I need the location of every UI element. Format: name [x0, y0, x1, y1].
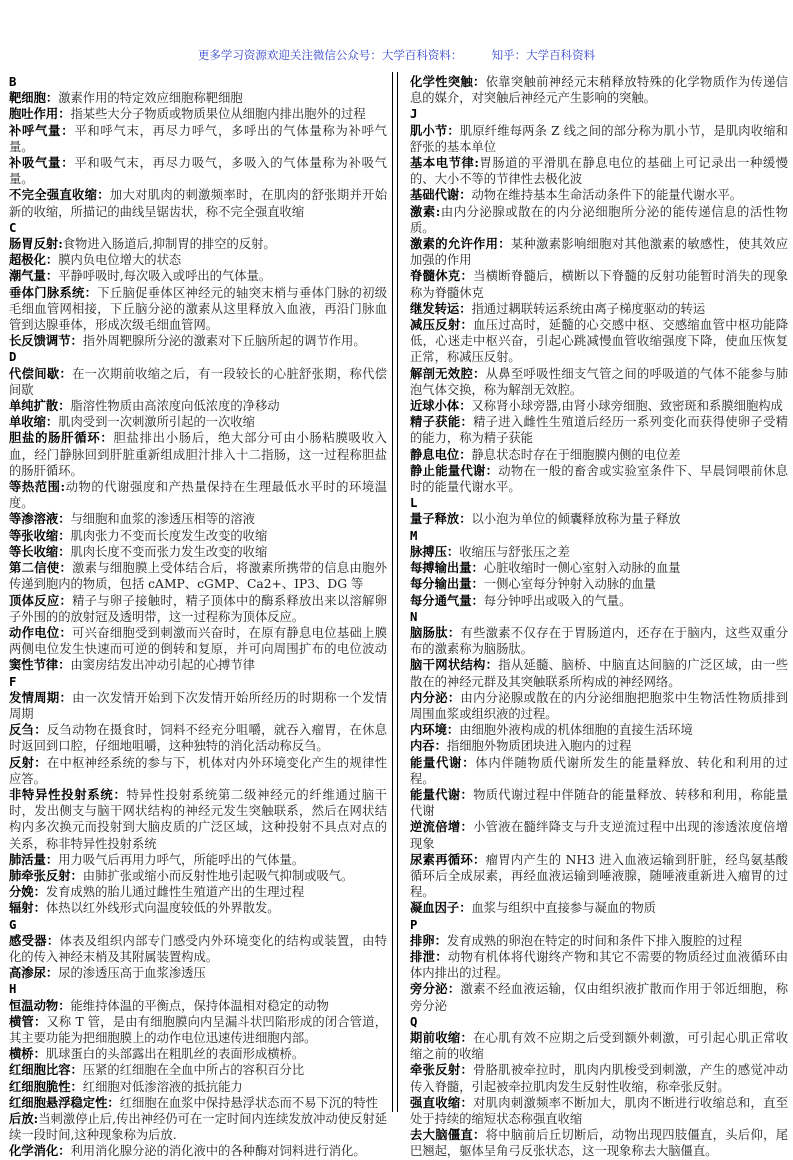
entry-term: 超极化：: [9, 252, 59, 268]
entry-definition: 加大对肌肉的刺激频率时，在肌肉的舒张期并开始新的收缩，所描记的曲线呈锯齿状，称不完全强直收缩: [9, 188, 387, 219]
column-divider: [392, 72, 393, 1112]
entry-term: 精子获能：: [410, 414, 474, 430]
glossary-entry: [9, 690, 387, 722]
glossary-entry: [410, 463, 788, 495]
entry-term: 横桥：: [9, 1046, 46, 1062]
entry-definition: 精子进入雌性生殖道后经历一系列变化而获得使卵子受精的能力，称为精子获能: [410, 415, 788, 446]
entry-term: 恒温动物：: [9, 997, 71, 1013]
entry-term: 等张收缩：: [9, 527, 71, 543]
page-header: 更多学习资源欢迎关注微信公众号：大学百科资料： 知乎：大学百科资料: [197, 48, 596, 62]
entry-definition: 激素与细胞膜上受体结合后，将激素所携带的信息由胞外传递到胞内的物质，包括 cAMP、cGMP、Ca2+、IP3、DG 等: [9, 561, 387, 592]
entry-term: 能量代谢：: [410, 754, 476, 770]
entry-definition: 体热以红外线形式向温度较低的外界散发。: [45, 901, 280, 916]
entry-term: 内吞：: [410, 738, 447, 754]
entry-term: 胞吐作用：: [9, 106, 71, 122]
entry-term: 凝血因子：: [410, 900, 472, 916]
section-letter: N: [410, 609, 418, 624]
entry-definition: 心脏收缩时一侧心室射入动脉的血量: [483, 561, 681, 576]
section-letter: F: [9, 674, 17, 689]
entry-definition: 可兴奋细胞受到刺激而兴奋时，在原有静息电位基础上膜两侧电位发生快速而可逆的倒转和复原，并可向周围扩布的电位波动: [9, 625, 387, 657]
entry-definition: 能维持体温的平衡点，保持体温相对稳定的动物: [70, 998, 329, 1013]
section-letter: C: [9, 220, 17, 235]
glossary-entry: [410, 787, 788, 819]
entry-definition: 由内分泌腺或散在的内分泌细胞把胞浆中生物活性物质排到周围血浆或组织液的过程。: [410, 690, 788, 721]
entry-definition: 动物的代谢强度和产热量保持在生理最低水平时的环境温度。: [9, 480, 387, 511]
entry-term: 肠胃反射:: [9, 236, 63, 252]
entry-term: 单收缩：: [9, 414, 59, 430]
entry-term: 分娩：: [9, 884, 46, 900]
entry-term: 解剖无效腔：: [410, 365, 486, 381]
entry-term: 减压反射：: [410, 317, 474, 333]
section-letter: J: [410, 107, 418, 122]
entry-term: 能量代谢：: [410, 786, 474, 802]
entry-definition: 当刺激停止后,传出神经仍可在一定时间内连续发放冲动使反射延续一段时间,这种现象称为后放.: [9, 1112, 387, 1143]
entry-definition: 物质代谢过程中伴随旮的能量释放、转移和利用，称能量代谢: [410, 787, 788, 819]
entry-definition: 激素作用的特定效应细胞称靶细胞: [58, 91, 243, 106]
glossary-entry: [410, 414, 788, 446]
entry-definition: 动物在维持基本生命活动条件下的能量代谢水平。: [471, 188, 743, 203]
glossary-entry: [9, 544, 387, 560]
glossary-entry: [9, 884, 387, 900]
entry-term: 肌小节：: [410, 122, 460, 138]
glossary-entry: [410, 1030, 788, 1062]
entry-definition: 肌原纤维每两条 Z 线之间的部分称为肌小节，是肌肉收缩和舒张的基本单位: [410, 123, 788, 154]
glossary-entry: [9, 1014, 387, 1046]
glossary-entry: [9, 268, 387, 284]
glossary-entry: [9, 528, 387, 544]
entry-definition: 某种激素影响细胞对其他激素的敏感性，使其效应加强的作用: [410, 237, 788, 268]
entry-definition: 瘤胃内产生的 NH3 进入血液运输到肝脏，经鸟氨基酸循环后全成尿素，再经血液运输到唾液腺，随唾液重新进入瘤胃的过程。: [410, 852, 788, 900]
entry-term: 反刍：: [9, 722, 47, 738]
glossary-entry: [410, 900, 788, 916]
glossary-entry: [410, 657, 788, 689]
entry-term: 牵张反射：: [410, 1062, 474, 1078]
glossary-entry: [410, 560, 788, 576]
entry-term: 静息电位：: [410, 446, 472, 462]
glossary-entry: [9, 155, 387, 187]
glossary-entry: [9, 900, 387, 916]
section-letter: M: [410, 528, 418, 543]
entry-term: 排卵：: [410, 932, 447, 948]
glossary-entry: [410, 366, 788, 398]
entry-definition: 红细胞在血浆中保持悬浮状态而不易下沉的特性: [119, 1095, 378, 1110]
entry-definition: 由一次发情开始到下次发情开始所经历的时期称一个发情周期: [9, 690, 387, 721]
section-letter: H: [9, 982, 17, 997]
glossary-entry: [410, 187, 788, 203]
glossary-entry: [9, 479, 387, 511]
entry-term: 每分通气量：: [410, 592, 484, 608]
glossary-entry: [9, 560, 387, 592]
entry-term: 补吸气量：: [9, 155, 75, 171]
entry-definition: 以小泡为单位的倾囊释放称为量子释放: [471, 512, 681, 527]
glossary-entry: [410, 722, 788, 738]
glossary-entry: [410, 1095, 788, 1127]
entry-term: 继发转运：: [410, 300, 472, 316]
entry-definition: 动物有机体将代谢终产物和其它不需要的物质经过血液循环由体内排出的过程。: [410, 949, 788, 981]
glossary-entry: [9, 593, 387, 625]
entry-definition: 压紧的红细胞在全血中所占的容积百分比: [82, 1063, 305, 1078]
entry-term: 高渗尿：: [9, 965, 59, 981]
entry-definition: 脂溶性物质由高浓度向低浓度的净移动: [70, 399, 280, 414]
entry-term: 辐射：: [9, 900, 46, 916]
entry-definition: 下丘脑促垂体区神经元的轴突末梢与垂体门脉的初级毛细血管网相接，下丘脑分泌的激素从这里释放入血液，再沿门脉血管到达腺垂体，形成次级毛细血管网。: [9, 285, 387, 333]
glossary-entry: [9, 852, 387, 868]
entry-definition: 又称 T 管，是由有细胞膜向内呈漏斗状凹陷形成的闭合管道，其主要功能为把细胞膜上的动作电位迅速传进细胞内部。: [9, 1014, 387, 1045]
entry-definition: 从鼻至呼吸性细支气管之间的呼吸道的气体不能参与肺泡气体交换，称为解剖无效腔。: [410, 366, 788, 397]
entry-definition: 发育成熟的胎儿通过雌性生殖道产出的生理过程: [45, 885, 305, 900]
entry-term: 脑干网状结构：: [410, 657, 499, 673]
entry-definition: 肌球蛋白的头部露出在粗肌丝的表面形成横桥。: [45, 1047, 305, 1062]
entry-term: 反射：: [9, 754, 47, 770]
entry-definition: 在心肌有效不应期之后受到额外刺激，可引起心肌正常收缩之前的收缩: [410, 1030, 788, 1062]
glossary-entry: [9, 398, 387, 414]
entry-term: 脉搏压：: [410, 543, 460, 559]
entry-definition: 指外周靶腺所分泌的激素对下丘脑所起的调节作用。: [82, 334, 366, 349]
entry-term: 化学消化：: [9, 1143, 71, 1159]
glossary-entry: [410, 933, 788, 949]
glossary-entry: [410, 74, 788, 106]
glossary-entry: [410, 155, 788, 187]
entry-definition: 由窦房结发出冲动引起的心搏节律: [70, 658, 255, 673]
section-letter: G: [9, 917, 17, 932]
entry-definition: 膜内负电位增大的状态: [58, 253, 182, 268]
section-letter: Q: [410, 1014, 418, 1029]
entry-term: 不完全强直收缩：: [9, 187, 110, 203]
entry-term: 垂体门脉系统：: [9, 284, 98, 300]
entry-definition: 将中脑前后丘切断后，动物出现四肢僵直，头后仰，尾巴翘起，躯体呈角弓反张状态，这一现象称去大脑僵直。: [410, 1128, 788, 1159]
entry-term: 近球小体：: [410, 398, 472, 414]
entry-term: 排泄：: [410, 948, 448, 964]
glossary-entry: [410, 949, 788, 981]
entry-term: 后放:: [9, 1111, 39, 1126]
entry-term: 每搏输出量：: [410, 560, 484, 576]
glossary-entry: [410, 1062, 788, 1094]
glossary-entry: [9, 106, 387, 122]
entry-definition: 一侧心室每分钟射入动脉的血量: [483, 577, 656, 592]
entry-definition: 用力吸气后再用力呼气，所能呼出的气体量。: [58, 852, 305, 867]
glossary-entry: [9, 933, 387, 965]
entry-definition: 对肌肉刺激频率不断加大，肌肉不断进行收缩总和，直至处于持续的缩短状态称强直收缩: [410, 1095, 788, 1126]
glossary-entry: [410, 576, 788, 592]
entry-term: 等热范围:: [9, 479, 66, 495]
glossary-entry: [9, 1046, 387, 1062]
entry-term: 逆流倍增：: [410, 819, 474, 835]
glossary-entry: [410, 268, 788, 300]
entry-term: 非特异性投射系统：: [9, 786, 127, 802]
entry-term: 旁分泌：: [410, 981, 461, 997]
entry-definition: 动物在一般的畜舍或实验室条件下、早晨饲喂前休息时的能量代谢水平。: [410, 463, 788, 495]
glossary-entry: [410, 398, 788, 414]
entry-definition: 指细胞外物质团块进入胞内的过程: [446, 739, 632, 754]
entry-term: 潮气量：: [9, 268, 59, 284]
glossary-entry: [9, 123, 387, 155]
glossary-entry: [9, 965, 387, 981]
entry-definition: 激素不经血液运输，仅由组织液扩散而作用于邻近细胞，称旁分泌: [410, 982, 788, 1013]
glossary-entry: [410, 690, 788, 722]
entry-term: 长反馈调节：: [9, 333, 83, 349]
entry-definition: 肌肉受到一次刺激所引起的一次收缩: [58, 415, 255, 430]
glossary-entry: [410, 123, 788, 155]
entry-term: 靶细胞：: [9, 90, 59, 106]
glossary-entry: [410, 447, 788, 463]
entry-definition: 指从延髓、脑桥、中脑直达间脑的广泛区域，由一些散在的神经元群及其突触联系所构成的神经网络。: [410, 658, 788, 689]
entry-term: 发情周期：: [9, 689, 73, 705]
glossary-entry: [410, 511, 788, 527]
entry-term: 激素的允许作用：: [410, 236, 511, 252]
entry-term: 动作电位：: [9, 624, 73, 640]
glossary-entry: [410, 755, 788, 787]
glossary-entry: [410, 204, 788, 236]
entry-definition: 平静呼吸时,每次吸入或呼出的气体量。: [58, 269, 272, 284]
entry-term: 基本电节律:: [410, 155, 479, 171]
entry-definition: 指某些大分子物质或物质果位从细胞内排出胞外的过程: [70, 107, 366, 122]
entry-definition: 发育成熟的卵泡在特定的时间和条件下排入腹腔的过程: [446, 933, 743, 948]
glossary-entry: [410, 852, 788, 901]
entry-term: 去大脑僵直：: [410, 1127, 486, 1143]
section-letter: L: [410, 496, 418, 511]
entry-term: 基础代谢：: [410, 187, 472, 203]
glossary-entry: [410, 625, 788, 657]
entry-definition: 静息状态时存在于细胞膜内侧的电位差: [471, 447, 681, 462]
entry-definition: 血压过高时，延髓的心交感中枢、交感缩血管中枢功能降低，心迷走中枢兴奋，引起心跳减慢血管收缩强度下降，使血压恢复正常，称减压反射。: [410, 318, 788, 365]
entry-definition: 由细胞外液构成的机体细胞的直接生活环境: [459, 723, 693, 738]
entry-definition: 有些激素不仅存在于胃肠道内，还存在于脑内，这些双重分布的激素称为脑肠肽。: [410, 625, 788, 657]
entry-term: 红细胞悬浮稳定性：: [9, 1094, 120, 1110]
entry-definition: 每分钟呼出或吸入的气量。: [483, 593, 632, 608]
entry-definition: 骨胳肌被牵拉时，肌肉内肌梭受到刺激，产生的感觉冲动传入脊髓，引起被牵拉肌肉发生反射性收缩，称牵张反射。: [410, 1063, 788, 1094]
glossary-entry: [410, 544, 788, 560]
entry-definition: 体表及组织内部专门感受内外环境变化的结构或装置，由特化的传入神经末梢及其附属装置构成。: [9, 933, 387, 964]
entry-term: 每分输出量：: [410, 576, 484, 592]
entry-term: 红细胞比容：: [9, 1062, 83, 1078]
entry-term: 肺活量：: [9, 851, 59, 867]
entry-definition: 由内分泌腺或散在的内分泌细胞所分泌的能传递信息的活性物质。: [410, 204, 788, 235]
entry-term: 强直收缩：: [410, 1094, 474, 1110]
glossary-entry: [410, 738, 788, 754]
entry-term: 激素:: [410, 203, 441, 219]
column-divider-right: [397, 72, 398, 1112]
entry-definition: 利用消化腺分泌的消化液中的各种酶对饲料进行消化。: [70, 1144, 366, 1159]
entry-definition: 小管液在髓绊降支与升支逆流过程中出现的渗透浓度倍增现象: [410, 820, 788, 851]
glossary-entry: [9, 285, 387, 334]
glossary-entry: [410, 236, 788, 268]
entry-definition: 在中枢神经系统的参与下，机体对内外环境变化产生的规律性应答。: [9, 755, 387, 786]
entry-term: 感受器：: [9, 932, 60, 948]
glossary-entry: [9, 511, 387, 527]
glossary-entry: [9, 755, 387, 787]
glossary-entry: [9, 1079, 387, 1095]
entry-definition: 肌肉长度不变而张力发生改变的收缩: [70, 544, 268, 559]
glossary-entry: [9, 1095, 387, 1111]
entry-term: 内环境：: [410, 722, 460, 738]
entry-definition: 由肺扩张或缩小而反射性地引起吸气抑制或吸气。: [82, 868, 354, 883]
glossary-entry: [9, 366, 387, 398]
glossary-entry: [9, 1111, 387, 1143]
entry-definition: 当横断脊髓后，横断以下脊髓的反射功能暂时消失的现象称为脊髓休克: [410, 269, 788, 300]
glossary-entry: [9, 90, 387, 106]
section-letter: D: [9, 350, 17, 365]
entry-term: 化学性突触：: [410, 74, 486, 89]
entry-term: 量子释放：: [410, 511, 472, 527]
entry-definition: 胃肠道的平滑肌在静息电位的基础上可记录出一种缓慢的、大小不等的节律性去极化波: [410, 156, 788, 187]
entry-term: 顶体反应：: [9, 592, 73, 608]
entry-term: 脑肠肽：: [410, 624, 461, 640]
entry-term: 脊髓休克：: [410, 268, 474, 284]
glossary-entry: [9, 722, 387, 754]
glossary-entry: [9, 1143, 387, 1159]
entry-term: 横管：: [9, 1013, 47, 1029]
entry-definition: 依靠突触前神经元末稍释放特殊的化学物质作为传递信息的媒介，对突触后神经元产生影响的突触。: [410, 75, 788, 106]
entry-term: 代偿间歇：: [9, 365, 73, 381]
entry-definition: 精子与卵子接触时，精子顶体中的酶系释放出来以溶解卵子外围的的放射冠及透明带，这一过程称为顶体反应。: [9, 593, 387, 624]
entry-definition: 与细胞和血浆的渗透压相等的溶液: [70, 512, 255, 527]
glossary-entry: [410, 593, 788, 609]
glossary-entry: [9, 430, 387, 479]
entry-definition: 平和呼气末，再尽力呼气，多呼出的气体量称为补呼气量。: [9, 123, 387, 154]
entry-term: 肺牵张反射：: [9, 867, 83, 883]
glossary-entry: [9, 868, 387, 884]
glossary-entry: [9, 414, 387, 430]
entry-definition: 血浆与组织中直接参与凝血的物质: [471, 901, 656, 916]
entry-term: 胆盐的肠肝循环：: [9, 430, 114, 446]
glossary-entry: [410, 317, 788, 366]
entry-definition: 收缩压与舒张压之差: [459, 544, 570, 559]
entry-term: 补呼气量：: [9, 122, 75, 138]
entry-definition: 指通过耦联转运系统由离子梯度驱动的转运: [471, 301, 706, 316]
glossary-entry: [9, 236, 387, 252]
left-column: [9, 74, 387, 1160]
glossary-entry: [9, 252, 387, 268]
entry-definition: 尿的渗透压高于血浆渗透压: [58, 966, 206, 981]
glossary-entry: [9, 998, 387, 1014]
entry-term: 红细胞脆性：: [9, 1078, 83, 1094]
entry-definition: 胆盐排出小肠后，绝大部分可由小肠粘膜吸收入血，经门静脉回到肝脏重新组成胆汁排入十二指肠，这一过程称胆盐的肠肝循环。: [9, 431, 387, 478]
entry-definition: 在一次期前收缩之后，有一段较长的心脏舒张期，称代偿间歇: [9, 366, 387, 397]
entry-definition: 平和吸气末，再尽力吸气，多吸入的气体量称为补吸气量。: [9, 156, 387, 187]
entry-term: 窦性节律：: [9, 657, 71, 673]
entry-definition: 体内伴随物质代谢所发生的能量释放、转化和利用的过程。: [410, 755, 788, 786]
entry-term: 单纯扩散：: [9, 398, 71, 414]
section-letter: B: [9, 75, 17, 89]
section-letter: P: [410, 917, 418, 932]
entry-definition: 红细胞对低渗溶液的抵抗能力: [82, 1079, 243, 1094]
glossary-entry: [410, 819, 788, 851]
entry-definition: 反刍动物在摄食时，饲料不经充分咀嚼，就吞入瘤胃，在休息时返回到口腔，仔细地咀嚼，这种独特的消化活动称反刍。: [9, 723, 387, 754]
entry-definition: 食物进入肠道后,抑制胃的排空的反射。: [62, 237, 276, 252]
entry-definition: 肌肉张力不变而长度发生改变的收缩: [70, 528, 268, 543]
entry-term: 内分泌：: [410, 689, 461, 705]
glossary-entry: [9, 787, 387, 852]
glossary-entry: [410, 981, 788, 1013]
entry-definition: 特异性投射系统第二级神经元的纤维通过脑干时，发出侧支与脑干网状结构的神经元发生突触联系，然后在网状结构内多次换元而投射到大脑皮质的广泛区域，这种投射不具点对点的关系，称非特异性投射系统: [9, 787, 387, 851]
glossary-entry: [9, 333, 387, 349]
entry-definition: 又称肾小球旁器,由肾小球旁细胞、致密斑和系膜细胞构成: [471, 399, 783, 414]
entry-term: 尿素再循环：: [410, 851, 486, 867]
glossary-entry: [9, 187, 387, 219]
glossary-entry: [9, 1062, 387, 1078]
glossary-entry: [410, 301, 788, 317]
right-column: [410, 74, 788, 1160]
entry-term: 第二信使：: [9, 560, 73, 576]
entry-term: 等长收缩：: [9, 543, 71, 559]
glossary-entry: [9, 625, 387, 674]
entry-term: 期前收缩：: [410, 1029, 474, 1045]
entry-term: 静止能量代谢：: [410, 462, 499, 478]
glossary-entry: [410, 1127, 788, 1159]
entry-term: 等渗溶液：: [9, 511, 71, 527]
